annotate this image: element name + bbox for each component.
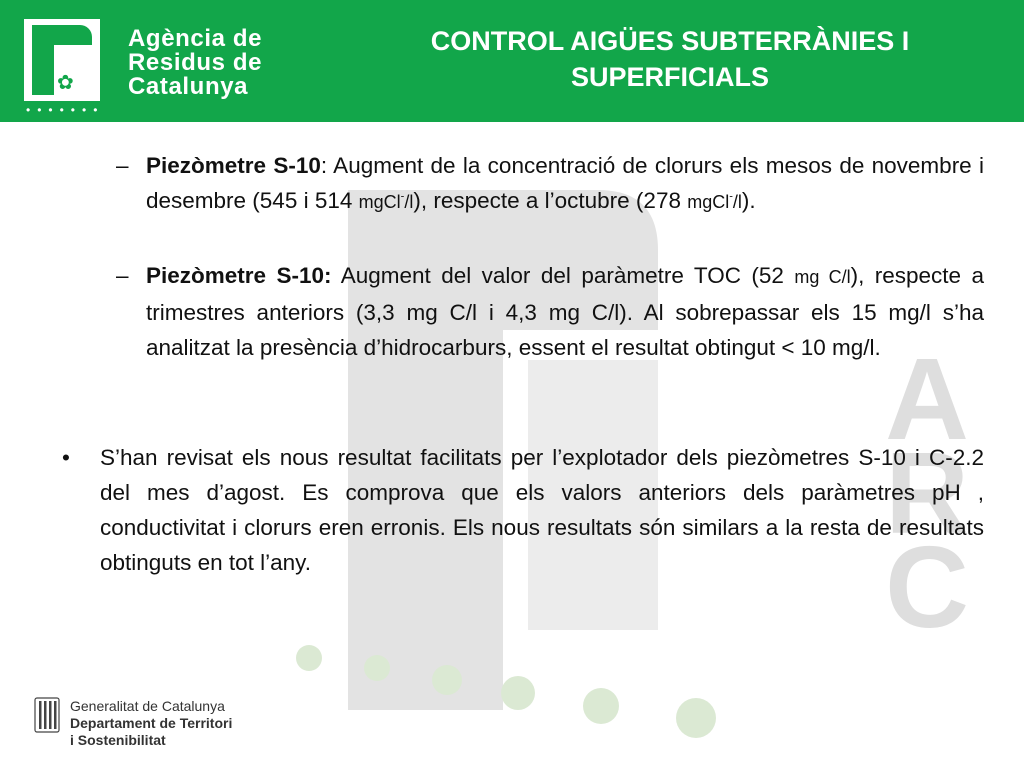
slide-title: CONTROL AIGÜES SUBTERRÀNIES I SUPERFICIALS — [430, 26, 910, 92]
logo-dots: ••••••• — [26, 103, 105, 117]
watermark-letter-c: C — [885, 522, 969, 652]
flower-icon: ✿ — [57, 72, 74, 94]
dash-marker: – — [116, 153, 129, 178]
footer-institution — [70, 698, 232, 749]
bullet-marker: • — [62, 445, 70, 470]
agency-line-1: Agència de — [128, 25, 263, 52]
list-item-revised-results: S’han revisat els nous resultat facilitats per l’explotador dels piezòmetres S-10 i C-2.2 del mes d’agost. Es comprova que els valors anteriors dels paràmetres pH , conductivitat i clorurs eren erronis. Els nous resultats són similars a la resta de resultats obtinguts en tot l’any. — [100, 445, 984, 575]
item-label: Piezòmetre S-10 — [146, 153, 321, 178]
footer-line-1: Generalitat de Catalunya — [70, 698, 225, 714]
dash-marker: – — [116, 263, 129, 288]
footer-line-2: Departament de Territori — [70, 715, 233, 731]
agency-line-2: Residus de — [128, 49, 263, 76]
watermark-letter-r: R — [885, 428, 969, 558]
item-label: Piezòmetre S-10: — [146, 263, 332, 288]
footer-line-3: i Sostenibilitat — [70, 732, 166, 748]
generalitat-logo — [34, 697, 60, 733]
list-item-piezometre-toc: Piezòmetre S-10: Augment del valor del paràmetre TOC (52 mg C/l), respecte a trimestres anteriors (3,3 mg C/l i 4,3 mg C/l). Al sobrepassar els 15 mg/l s’ha analitzat la presència d’hidrocarburs, essent el resultat obtingut < 10 mg/l. — [146, 263, 985, 360]
watermark-letter-a: A — [885, 334, 969, 464]
agency-line-3: Catalunya — [128, 73, 249, 100]
list-item-piezometre-clorurs: Piezòmetre S-10: Augment de la concentració de clorurs els mesos de novembre i desembre (545 i 514 mgCl-/l), respecte a l’octubre (278 mgCl-/l). — [146, 153, 984, 213]
